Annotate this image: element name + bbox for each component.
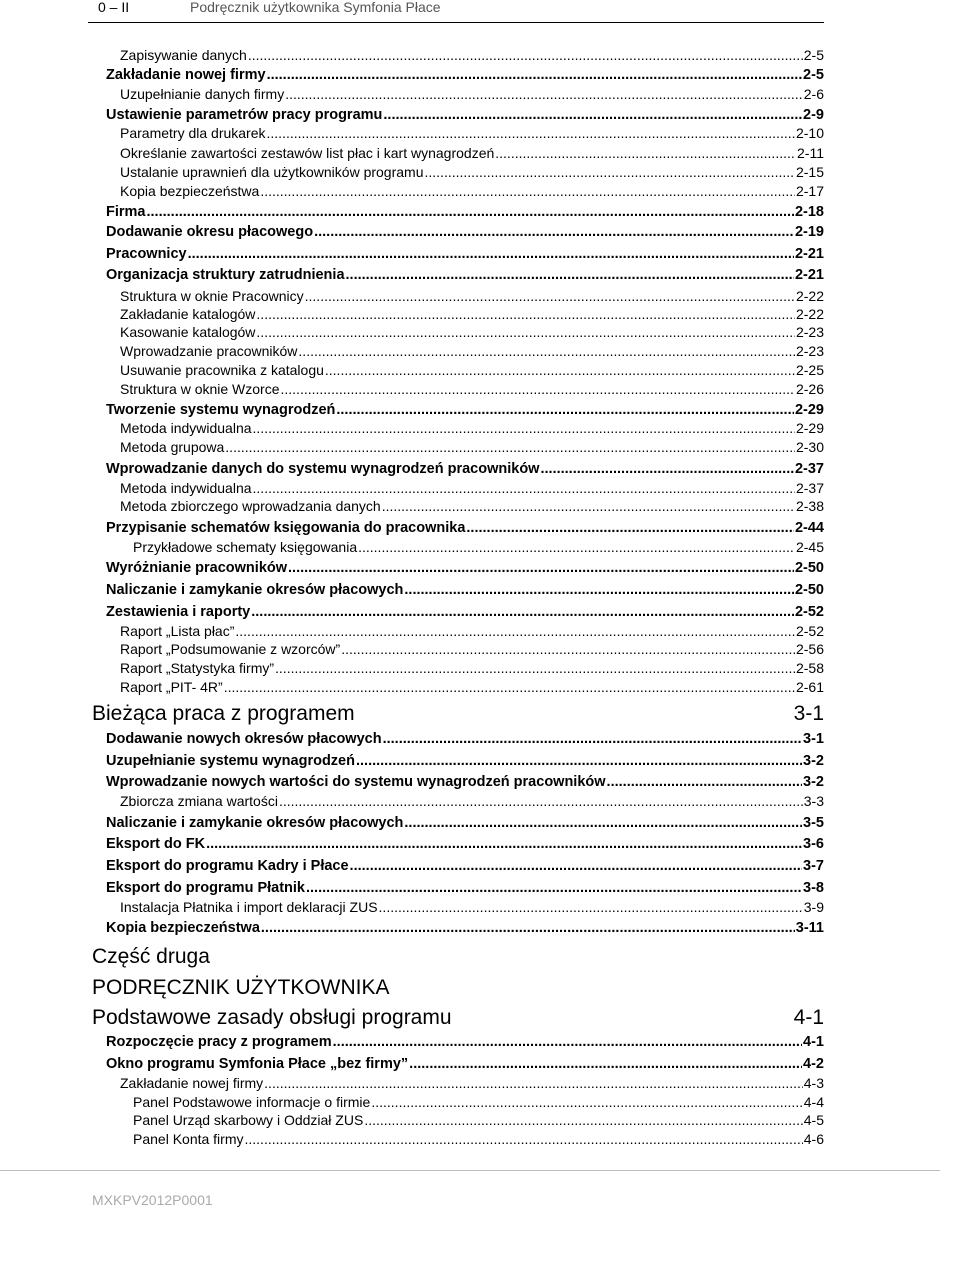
toc-entry[interactable]	[120, 679, 824, 695]
toc-entry[interactable]	[106, 815, 824, 831]
toc-entry-title: Wprowadzanie pracowników	[120, 343, 298, 359]
toc-entry-title: Kopia bezpieczeństwa	[120, 183, 260, 199]
dot-leader	[264, 1075, 803, 1091]
dot-leader	[256, 324, 795, 340]
toc-entry[interactable]	[133, 1112, 824, 1128]
toc-entry-page: 2-21	[794, 246, 824, 262]
toc-entry-page: 2-29	[794, 402, 824, 418]
toc-entry-title: Parametry dla drukarek	[120, 125, 266, 141]
toc-entry[interactable]	[120, 183, 824, 199]
toc-entry-title: Raport „PIT- 4R”	[120, 679, 223, 695]
toc-entry-title: Zestawienia i raporty	[106, 604, 251, 620]
toc-entry[interactable]	[133, 1131, 824, 1147]
dot-leader	[147, 204, 794, 220]
dot-leader	[333, 1034, 802, 1050]
toc-entry[interactable]	[106, 267, 824, 283]
toc-entry-title: Okno programu Symfonia Płace „bez firmy”	[106, 1056, 409, 1072]
toc-entry-title: Panel Konta firmy	[133, 1131, 244, 1147]
dot-leader	[358, 539, 795, 555]
toc-entry-page: 3-1	[803, 731, 824, 747]
toc-entry-title: Dodawanie okresu płacowego	[106, 224, 314, 240]
toc-entry[interactable]	[106, 582, 824, 598]
toc-entry-page: 3-5	[803, 815, 824, 831]
toc-entry-page: 2-23	[795, 343, 824, 359]
toc-entry-title: Przypisanie schematów księgowania do pracownika	[106, 520, 466, 536]
toc-entry[interactable]	[120, 641, 824, 657]
toc-entry-title: Dodawanie nowych okresów płacowych	[106, 731, 382, 747]
toc-entry[interactable]	[120, 498, 824, 514]
toc-entry-page: 2-21	[794, 267, 824, 283]
dot-leader	[314, 224, 794, 240]
toc-entry-page: 2-30	[795, 439, 824, 455]
toc-entry[interactable]	[106, 560, 824, 576]
dot-leader	[224, 679, 795, 695]
toc-entry-page: 4-4	[803, 1094, 824, 1110]
dot-leader	[248, 47, 803, 63]
dot-leader	[466, 520, 794, 536]
toc-entry[interactable]	[106, 920, 824, 936]
toc-entry[interactable]	[120, 623, 824, 639]
dot-leader	[379, 899, 803, 915]
dot-leader	[256, 306, 795, 322]
toc-entry-title: Zakładanie nowej firmy	[106, 67, 266, 83]
toc-entry[interactable]	[106, 774, 824, 790]
toc-entry[interactable]	[106, 246, 824, 262]
toc-entry-page: 3-2	[803, 753, 824, 769]
toc-entry-title: Zbiorcza zmiana wartości	[120, 793, 278, 809]
toc-entry[interactable]	[106, 836, 824, 852]
toc-entry-title: Zapisywanie danych	[120, 47, 247, 63]
toc-entry[interactable]	[106, 67, 824, 83]
toc-entry[interactable]	[120, 439, 824, 455]
toc-entry-page: 4-5	[803, 1112, 824, 1128]
page-number: 0 – II	[98, 0, 130, 15]
toc-entry-page: 4-2	[803, 1056, 824, 1072]
toc-entry-page: 2-25	[795, 362, 824, 378]
dot-leader	[356, 753, 802, 769]
toc-entry-title: Raport „Statystyka firmy”	[120, 660, 275, 676]
toc-entry-page: 2-52	[795, 623, 824, 639]
toc-entry[interactable]	[120, 1075, 824, 1091]
dot-leader	[288, 560, 794, 576]
toc-entry[interactable]	[120, 324, 824, 340]
dot-leader	[540, 461, 794, 477]
toc-entry[interactable]	[120, 420, 824, 436]
dot-leader	[281, 381, 795, 397]
toc-entry-title: Ustalanie uprawnień dla użytkowników programu	[120, 164, 424, 180]
toc-entry-page: 2-15	[795, 164, 824, 180]
dot-leader	[251, 604, 794, 620]
chapter-page: 4-1	[793, 1006, 824, 1029]
dot-leader	[261, 920, 795, 936]
toc-entry-page: 3-7	[803, 858, 824, 874]
toc-entry[interactable]	[120, 480, 824, 496]
toc-entry-title: Przykładowe schematy księgowania	[133, 539, 358, 555]
toc-entry-page: 2-56	[795, 641, 824, 657]
toc-entry-title: Organizacja struktury zatrudnienia	[106, 267, 345, 283]
toc-entry[interactable]	[133, 1094, 824, 1110]
toc-entry-page: 4-6	[803, 1131, 824, 1147]
dot-leader	[206, 836, 802, 852]
dot-leader	[383, 731, 802, 747]
dot-leader	[364, 1112, 802, 1128]
toc-entry-page: 2-18	[794, 204, 824, 220]
toc-entry[interactable]	[106, 204, 824, 220]
toc-entry[interactable]	[120, 86, 824, 102]
toc-entry-page: 2-9	[803, 107, 824, 123]
toc-entry-title: Kasowanie katalogów	[120, 324, 256, 340]
toc-entry-title: Uzupełnianie danych firmy	[120, 86, 285, 102]
toc-entry[interactable]	[106, 520, 824, 536]
dot-leader	[404, 582, 794, 598]
dot-leader	[404, 815, 802, 831]
toc-entry-title: Zakładanie nowej firmy	[120, 1075, 264, 1091]
page-header	[88, 0, 824, 23]
document-code: MXKPV2012P0001	[92, 1192, 213, 1208]
toc-entry-title: Raport „Podsumowanie z wzorców”	[120, 641, 341, 657]
toc-entry[interactable]	[120, 362, 824, 378]
dot-leader	[371, 1094, 802, 1110]
dot-leader	[275, 660, 795, 676]
toc-entry-title: Określanie zawartości zestawów list płac i kart wynagrodzeń	[120, 145, 495, 161]
toc-entry[interactable]	[120, 343, 824, 359]
toc-entry-page: 2-37	[794, 461, 824, 477]
toc-entry-title: Metoda indywidualna	[120, 420, 252, 436]
toc-entry-page: 2-5	[803, 67, 824, 83]
dot-leader	[383, 107, 802, 123]
dot-leader	[260, 183, 795, 199]
chapter-title: Podstawowe zasady obsługi programu	[92, 1006, 452, 1029]
toc-entry-title: Eksport do FK	[106, 836, 206, 852]
toc-entry[interactable]	[120, 288, 824, 304]
toc-entry-title: Naliczanie i zamykanie okresów płacowych	[106, 582, 404, 598]
toc-entry[interactable]	[120, 660, 824, 676]
toc-entry-title: Raport „Lista płac”	[120, 623, 235, 639]
toc-entry-title: Usuwanie pracownika z katalogu	[120, 362, 324, 378]
toc-entry[interactable]	[106, 461, 824, 477]
toc-entry[interactable]	[106, 224, 824, 240]
dot-leader	[325, 362, 795, 378]
toc-entry[interactable]	[120, 899, 824, 915]
dot-leader	[285, 86, 803, 102]
toc-entry[interactable]	[106, 1034, 824, 1050]
toc-entry-page: 2-45	[795, 539, 824, 555]
dot-leader	[306, 880, 802, 896]
toc-entry-title: Metoda indywidualna	[120, 480, 252, 496]
chapter-heading[interactable]	[92, 1006, 824, 1030]
toc-entry-title: Wprowadzanie nowych wartości do systemu wynagrodzeń pracowników	[106, 774, 606, 790]
toc-entry-title: Wprowadzanie danych do systemu wynagrodzeń pracowników	[106, 461, 540, 477]
toc-entry-title: Kopia bezpieczeństwa	[106, 920, 260, 936]
toc-entry-page: 3-3	[803, 793, 824, 809]
toc-entry-page: 3-9	[803, 899, 824, 915]
dot-leader	[336, 402, 794, 418]
toc-entry[interactable]	[106, 604, 824, 620]
toc-entry-page: 4-3	[803, 1075, 824, 1091]
toc-entry-title: Pracownicy	[106, 246, 187, 262]
toc-entry-page: 2-11	[797, 145, 824, 161]
toc-entry-title: Metoda grupowa	[120, 439, 225, 455]
dot-leader	[253, 420, 795, 436]
toc-entry[interactable]	[106, 753, 824, 769]
dot-leader	[267, 125, 795, 141]
dot-leader	[298, 343, 795, 359]
toc-entry[interactable]	[120, 145, 824, 161]
toc-entry-title: Naliczanie i zamykanie okresów płacowych	[106, 815, 404, 831]
chapter-heading[interactable]	[92, 702, 824, 726]
toc-entry-page: 2-5	[803, 47, 824, 63]
dot-leader	[409, 1056, 802, 1072]
toc-entry-page: 3-11	[795, 920, 824, 936]
toc-entry[interactable]	[120, 164, 824, 180]
dot-leader	[188, 246, 794, 262]
toc-entry-page: 2-22	[795, 306, 824, 322]
toc-entry-page: 2-58	[795, 660, 824, 676]
dot-leader	[253, 480, 795, 496]
toc-entry[interactable]	[106, 402, 824, 418]
dot-leader	[382, 498, 795, 514]
toc-entry-page: 2-50	[794, 560, 824, 576]
toc-entry-page: 2-50	[794, 582, 824, 598]
toc-entry-page: 2-38	[795, 498, 824, 514]
dot-leader	[267, 67, 802, 83]
dot-leader	[350, 858, 802, 874]
toc-entry-page: 3-8	[803, 880, 824, 896]
dot-leader	[607, 774, 802, 790]
toc-entry[interactable]	[120, 47, 824, 63]
toc-entry[interactable]	[133, 539, 824, 555]
toc-entry[interactable]	[106, 1056, 824, 1072]
toc-entry-page: 2-17	[795, 183, 824, 199]
toc-entry-title: Uzupełnianie systemu wynagrodzeń	[106, 753, 355, 769]
toc-entry-title: Struktura w oknie Wzorce	[120, 381, 280, 397]
toc-entry-page: 3-6	[803, 836, 824, 852]
chapter-title: Bieżąca praca z programem	[92, 702, 355, 725]
dot-leader	[245, 1131, 803, 1147]
toc-entry-page: 2-10	[795, 125, 824, 141]
toc-entry[interactable]	[106, 880, 824, 896]
dot-leader	[305, 288, 795, 304]
toc-entry-title: Tworzenie systemu wynagrodzeń	[106, 402, 336, 418]
toc-entry-title: Zakładanie katalogów	[120, 306, 256, 322]
dot-leader	[346, 267, 794, 283]
toc-entry-page: 2-37	[795, 480, 824, 496]
toc-entry-title: Instalacja Płatnika i import deklaracji ZUS	[120, 899, 378, 915]
dot-leader	[495, 145, 796, 161]
toc-entry-page: 3-2	[803, 774, 824, 790]
toc-entry[interactable]	[120, 793, 824, 809]
toc-entry-page: 2-23	[795, 324, 824, 340]
toc-entry[interactable]	[106, 107, 824, 123]
toc-entry[interactable]	[120, 306, 824, 322]
toc-entry-title: Struktura w oknie Pracownicy	[120, 288, 304, 304]
toc-entry[interactable]	[106, 858, 824, 874]
toc-entry-page: 2-26	[795, 381, 824, 397]
chapter-page: 3-1	[793, 702, 824, 725]
toc-entry[interactable]	[106, 731, 824, 747]
toc-entry-page: 2-61	[795, 679, 824, 695]
toc-entry-page: 2-52	[794, 604, 824, 620]
toc-entry-title: Metoda zbiorczego wprowadzania danych	[120, 498, 381, 514]
toc-entry-page: 2-44	[794, 520, 824, 536]
toc-entry-title: Panel Urząd skarbowy i Oddział ZUS	[133, 1112, 364, 1128]
toc-entry-page: 4-1	[803, 1034, 824, 1050]
toc-entry-page: 2-22	[795, 288, 824, 304]
toc-entry-title: Firma	[106, 204, 146, 220]
toc-entry-title: Ustawienie parametrów pracy programu	[106, 107, 383, 123]
toc-entry[interactable]	[120, 381, 824, 397]
toc-entry-page: 2-6	[803, 86, 824, 102]
toc-entry[interactable]	[120, 125, 824, 141]
toc-entry-title: Eksport do programu Płatnik	[106, 880, 305, 896]
dot-leader	[425, 164, 795, 180]
toc-entry-title: Eksport do programu Kadry i Płace	[106, 858, 349, 874]
dot-leader	[279, 793, 803, 809]
dot-leader	[225, 439, 795, 455]
dot-leader	[341, 641, 795, 657]
part-heading: PODRĘCZNIK UŻYTKOWNIKA	[92, 976, 390, 999]
toc-entry-page: 2-19	[794, 224, 824, 240]
toc-entry-title: Panel Podstawowe informacje o firmie	[133, 1094, 371, 1110]
part-heading: Część druga	[92, 945, 210, 968]
toc-entry-title: Wyróżnianie pracowników	[106, 560, 288, 576]
dot-leader	[235, 623, 795, 639]
manual-title: Podręcznik użytkownika Symfonia Płace	[190, 0, 441, 15]
toc-entry-title: Rozpoczęcie pracy z programem	[106, 1034, 332, 1050]
footer-divider	[0, 1170, 940, 1171]
toc-entry-page: 2-29	[795, 420, 824, 436]
